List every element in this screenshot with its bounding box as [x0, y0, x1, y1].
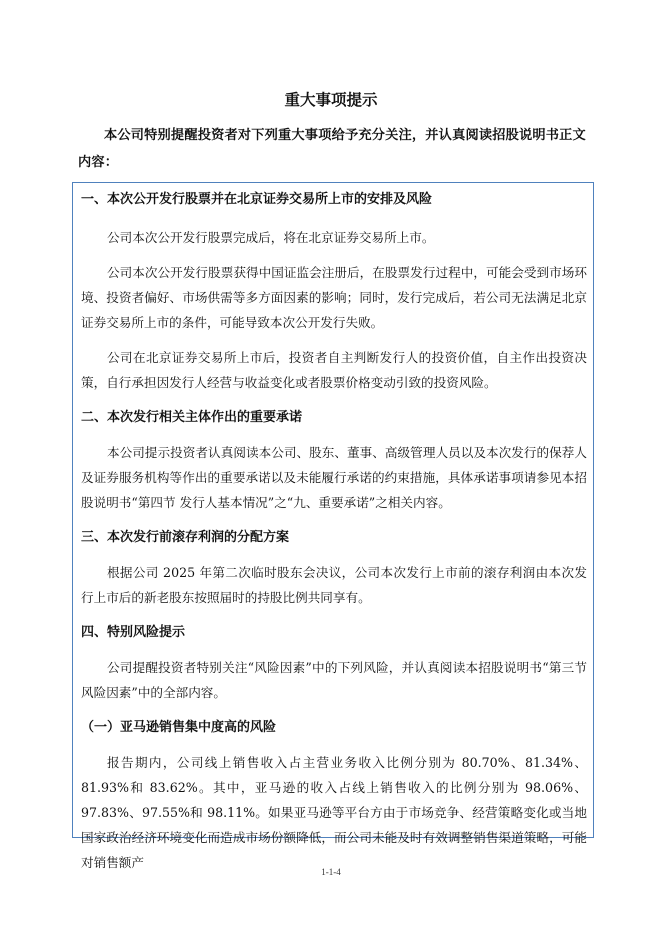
section-1-paragraph-3: 公司在北京证券交易所上市后，投资者自主判断发行人的投资价值，自主作出投资决策，自行承担因发行人经营与收益变化或者股票价格变动引致的投资风险。	[81, 350, 587, 390]
section-4-paragraph-1: 公司提醒投资者特别关注“风险因素”中的下列风险，并认真阅读本招股说明书“第三节 风险因素”中的全部内容。	[81, 660, 587, 700]
notice-box	[72, 182, 594, 870]
page-title: 重大事项提示	[284, 91, 378, 109]
subsection-heading-1: （一）亚马逊销售集中度高的风险	[81, 720, 277, 735]
section-3-paragraph-1: 根据公司 2025 年第二次临时股东会决议，公司本次发行上市前的滚存利润由本次发行上市后的新老股东按照届时的持股比例共同享有。	[81, 565, 587, 605]
page-number: 1-1-4	[321, 867, 341, 877]
section-heading-3: 三、本次发行前滚存利润的分配方案	[81, 530, 290, 545]
intro-paragraph: 本公司特别提醒投资者对下列重大事项给予充分关注，并认真阅读招股说明书正文内容：	[78, 128, 586, 170]
subsection-1-paragraph-1: 报告期内，公司线上销售收入占主营业务收入比例分别为 80.70%、81.34%、81.93%和 83.62%。其中，亚马逊的收入占线上销售收入的比例分别为 98.06%、97.83%、97.55%和 98.11%。如果亚马逊等平台方由于市场竞争、经营策略变化或当地国家政治经济环境变化而造成市场份额降低，而公司未能及时有效调整销售渠道策略，可能对销售额产	[81, 755, 587, 870]
notice-box-content	[81, 190, 587, 875]
section-heading-2: 二、本次发行相关主体作出的重要承诺	[81, 410, 303, 425]
section-heading-1: 一、本次公开发行股票并在北京证券交易所上市的安排及风险	[81, 192, 433, 207]
section-1-paragraph-1: 公司本次公开发行股票完成后，将在北京证券交易所上市。	[107, 230, 435, 245]
section-heading-4: 四、特别风险提示	[81, 625, 186, 640]
section-1-paragraph-2: 公司本次公开发行股票获得中国证监会注册后，在股票发行过程中，可能会受到市场环境、投资者偏好、市场供需等多方面因素的影响；同时，发行完成后，若公司无法满足北京证券交易所上市的条件，可能导致本次公开发行失败。	[81, 265, 587, 330]
section-2-paragraph-1: 本公司提示投资者认真阅读本公司、股东、董事、高级管理人员以及本次发行的保荐人及证券服务机构等作出的重要承诺以及未能履行承诺的约束措施，具体承诺事项请参见本招股说明书“第四节 发行人基本情况”之“九、重要承诺”之相关内容。	[81, 445, 587, 510]
